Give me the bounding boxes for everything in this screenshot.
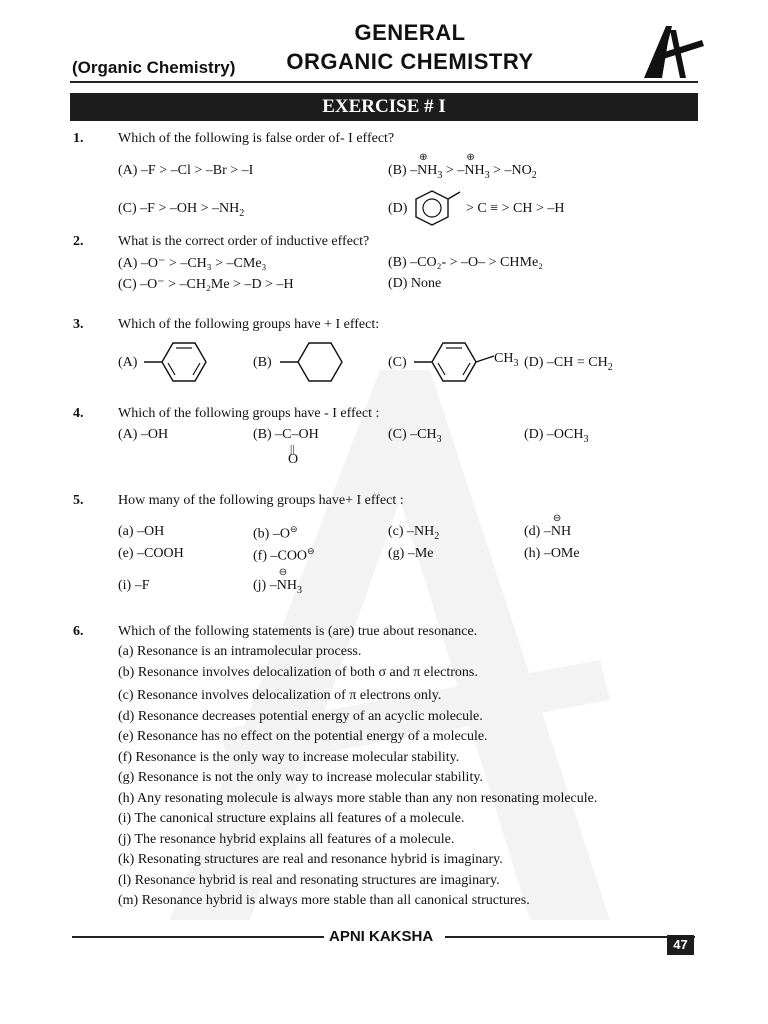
q1-option-d-label: (D) <box>388 201 408 216</box>
q6-item-a: (a) Resonance is an intramolecular process. <box>118 644 362 659</box>
q3-option-c: (C) <box>388 355 407 370</box>
footer-rule-left <box>72 936 324 938</box>
q1-option-c: (C) $-F > -OH > -NH_2$ <box>118 201 245 219</box>
brand-logo-icon <box>640 22 706 82</box>
q3-phenyl-icon <box>144 340 210 384</box>
q1-number: 1. <box>73 131 84 146</box>
q3-cyclohexyl-icon <box>280 340 346 384</box>
q6-item-m: (m) Resonance hybrid is always more stable than all canonical structures. <box>118 893 530 908</box>
q5-text: How many of the following groups have+ I effect : <box>118 493 404 508</box>
q6-item-k: (k) Resonating structures are real and resonance hybrid is imaginary. <box>118 852 503 867</box>
q3-option-c-group: $CH_3$ <box>494 351 519 369</box>
page-title-line2: ORGANIC CHEMISTRY <box>286 49 534 74</box>
q5-option-a: (a) –OH <box>118 524 165 539</box>
q6-item-b: (b) Resonance involves delocalization of both σ and π electrons. <box>118 665 478 680</box>
q6-item-f: (f) Resonance is the only way to increase molecular stability. <box>118 750 460 765</box>
q6-item-l: (l) Resonance hybrid is real and resonating structures are imaginary. <box>118 873 500 888</box>
q6-item-g: (g) Resonance is not the only way to increase molecular stability. <box>118 770 483 785</box>
q2-text: What is the correct order of inductive effect? <box>118 234 370 249</box>
q5-option-b: (b) –O⊖ <box>253 524 298 542</box>
q6-item-h: (h) Any resonating molecule is always more stable than any non resonating molecule. <box>118 791 598 806</box>
q5-option-i: (i) –F <box>118 578 150 593</box>
q1-text: Which of the following is false order of- I effect? <box>118 131 395 146</box>
q4-option-b: (B) –C–OH <box>253 427 319 442</box>
page-subtitle: (Organic Chemistry) <box>72 58 236 77</box>
q6-number: 6. <box>73 624 84 639</box>
q4-option-b-double-bond: || <box>290 443 295 455</box>
q1-option-b: (B) – ⊕ $NH_3$ > – ⊕ $NH_3 > -NO_2$ <box>388 152 537 181</box>
q2-option-c: (C) –O⁻ > –CH₂Me > –D > –H <box>118 277 294 292</box>
exercise-title: EXERCISE # I <box>70 93 698 121</box>
page-number: 47 <box>667 935 694 955</box>
q4-number: 4. <box>73 406 84 421</box>
q6-item-i: (i) The canonical structure explains all features of a molecule. <box>118 811 465 826</box>
q6-item-e: (e) Resonance has no effect on the potential energy of a molecule. <box>118 729 488 744</box>
q2-number: 2. <box>73 234 84 249</box>
q6-text: Which of the following statements is (are) true about resonance. <box>118 624 478 639</box>
q3-option-a: (A) <box>118 355 138 370</box>
q4-option-d: (D) $-OCH_3$ <box>524 427 589 445</box>
q3-option-d: (D) $-CH = CH_2$ <box>524 355 613 373</box>
q5-option-d: (d) – ⊖ NH <box>524 513 572 539</box>
q4-text: Which of the following groups have - I effect : <box>118 406 380 421</box>
q5-option-g: (g) –Me <box>388 546 434 561</box>
header-rule <box>70 81 698 83</box>
q5-number: 5. <box>73 493 84 508</box>
q1-benzyl-ring-icon <box>412 188 468 228</box>
q1-option-a: (A) –F > –Cl > –Br > –I <box>118 163 254 178</box>
q2-option-d: (D) None <box>388 276 442 291</box>
q5-option-c: (c) $-NH_2$ <box>388 524 440 542</box>
q6-item-j: (j) The resonance hybrid explains all features of a molecule. <box>118 832 455 847</box>
q5-option-f: (f) –COO⊖ <box>253 546 315 564</box>
q4-option-c: (C) $-CH_3$ <box>388 427 442 445</box>
q4-option-a: (A) –OH <box>118 427 169 442</box>
q2-option-b: (B) –CO₂- > –O– > CHMe₂ <box>388 255 544 270</box>
q5-option-h: (h) –OMe <box>524 546 580 561</box>
q6-item-d: (d) Resonance decreases potential energy of an acyclic molecule. <box>118 709 483 724</box>
q3-tolyl-icon <box>414 340 496 384</box>
q3-option-b: (B) <box>253 355 272 370</box>
q4-option-b-oxygen: O <box>288 452 299 467</box>
q5-option-j: (j) – ⊖ $NH_3$ <box>253 567 302 596</box>
q3-number: 3. <box>73 317 84 332</box>
footer-brand: APNI KAKSHA <box>329 928 434 945</box>
q6-item-c: (c) Resonance involves delocalization of π electrons only. <box>118 688 442 703</box>
q3-text: Which of the following groups have + I effect: <box>118 317 380 332</box>
q1-option-d-text: > C ≡ > CH > –H <box>466 201 565 216</box>
q2-option-a: (A) –O⁻ > –CH₃ > –CMe₃ <box>118 256 267 271</box>
q5-option-e: (e) –COOH <box>118 546 184 561</box>
page-title-line1: GENERAL <box>354 20 466 45</box>
footer-rule-right <box>445 936 695 938</box>
